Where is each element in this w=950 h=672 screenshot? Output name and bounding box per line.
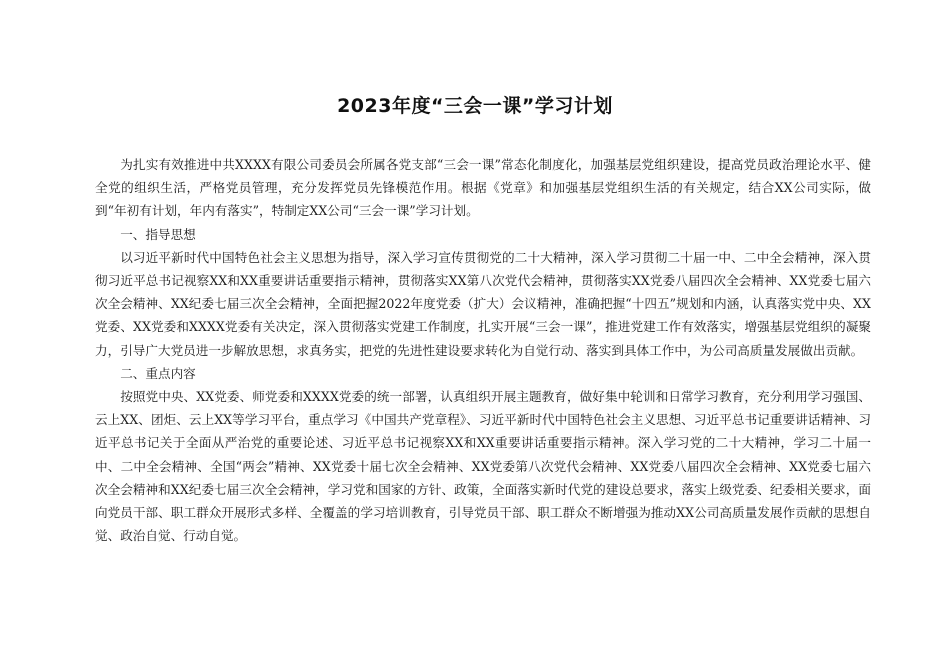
key-content-paragraph: 按照党中央、XX党委、师党委和XXXX党委的统一部署，认真组织开展主题教育，做好集中轮训和日常学习教育，充分利用学习强国、云上XX、团炬、云上XX等学习平台，重点学习《中国共产党章程》、习近平新时代中国特色社会主义思想、习近平总书记重要讲话精神、习近平总书记关于全面从严治党的重要论述、习近平总书记视察XX和XX重要讲话重要指示精神。深入学习党的二十大精神，学习二十届一中、二中全会精神、全国“两会”精神、XX党委十届七次全会精神、XX党委第八次党代会精神、XX党委八届四次全会精神、XX党委七届六次全会精神和XX纪委七届三次全会精神，学习党和国家的方针、政策，全面落实新时代党的建设总要求，落实上级党委、纪委相关要求，面向党员干部、职工群众开展形式多样、全覆盖的学习培训教育，引导党员干部、职工群众不断增强为推动XX公司高质量发展作贡献的思想自觉、政治自觉、行动自觉。 [95,389,871,544]
section-heading-guiding-ideology: 一、指导思想 [120,226,196,242]
section-heading-key-content: 二、重点内容 [120,365,196,381]
document-body [95,153,871,547]
guiding-ideology-paragraph: 以习近平新时代中国特色社会主义思想为指导，深入学习宣传贯彻党的二十大精神，深入学习贯彻二十届一中、二中全会精神，深入贯彻习近平总书记视察XX和XX重要讲话重要指示精神，贯彻落实XX第八次党代会精神，贯彻落实XX党委八届四次全会精神、XX党委七届六次全会精神、XX纪委七届三次全会精神，全面把握2022年度党委（扩大）会议精神，准确把握“十四五”规划和内涵，认真落实党中央、XX党委、XX党委和XXXX党委有关决定，深入贯彻落实党建工作制度，扎实开展“三会一课”，推进党建工作有效落实，增强基层党组织的凝聚力，引导广大党员进一步解放思想，求真务实，把党的先进性建设要求转化为自觉行动、落实到具体工作中，为公司高质量发展做出贡献。 [95,249,871,358]
document-title: 2023年度“三会一课”学习计划 [337,95,613,117]
intro-paragraph: 为扎实有效推进中共XXXX有限公司委员会所属各党支部“三会一课”常态化制度化，加强基层党组织建设，提高党员政治理论水平、健全党的组织生活，严格党员管理，充分发挥党员先锋模范作用。根据《党章》和加强基层党组织生活的有关规定，结合XX公司实际，做到“年初有计划，年内有落实”，特制定XX公司“三会一课”学习计划。 [95,157,871,219]
